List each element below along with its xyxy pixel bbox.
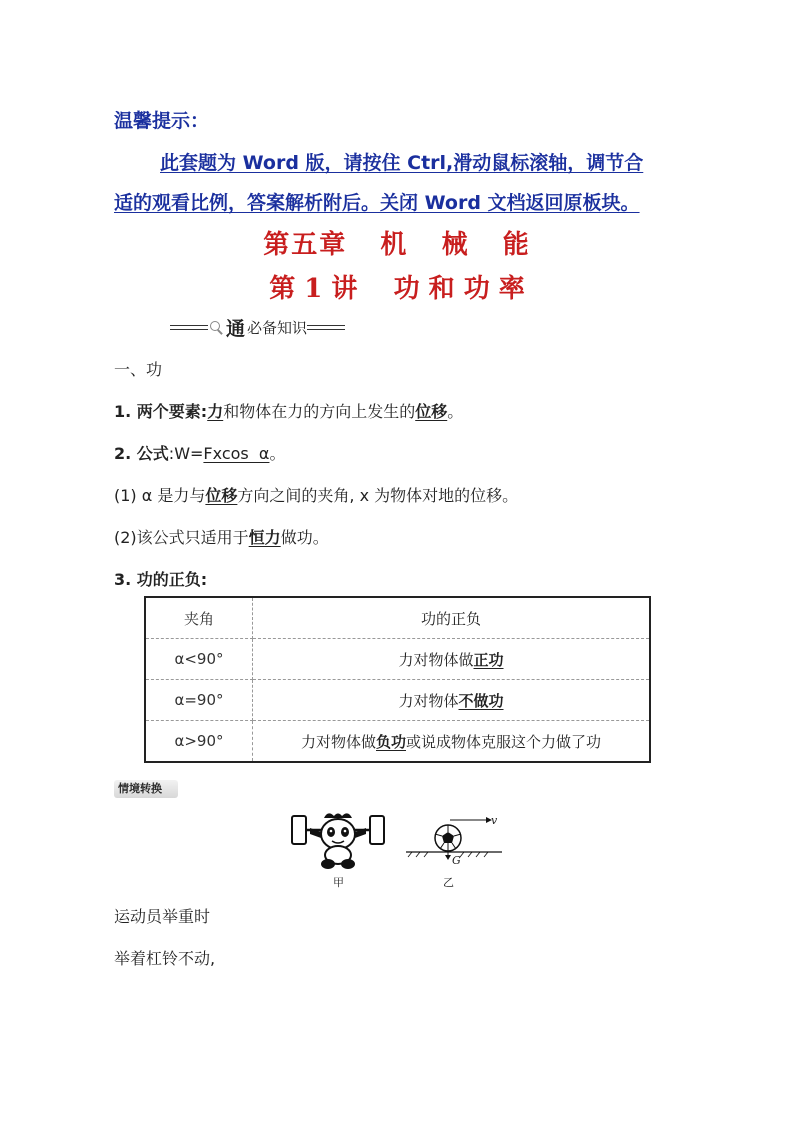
table-header-angle: 夹角 <box>145 597 253 639</box>
item-two-elements: 1. 两个要素:力和物体在力的方向上发生的位移。 <box>114 402 464 421</box>
key-displacement: 位移 <box>415 402 448 421</box>
tail-line-2: 举着杠铃不动, <box>114 949 216 968</box>
table-header-sign: 功的正负 <box>253 597 651 639</box>
table-row: α<90° 力对物体做正功 <box>145 639 650 680</box>
formula: Fxcos α <box>203 444 270 463</box>
tip-title: 温馨提示： <box>114 110 210 132</box>
panda-mascot-icon <box>310 813 366 869</box>
item-formula: 2. 公式:W=Fxcos α。 <box>114 444 286 463</box>
section-banner <box>170 314 345 341</box>
table-header-row <box>145 597 650 639</box>
banner-rule-left <box>170 325 208 330</box>
note-angle: (1) α 是力与位移方向之间的夹角, x 为物体对地的位移。 <box>114 486 519 505</box>
tip-line-2: 适的观看比例，答案解析附后。关闭 Word 文档返回原板块。 <box>114 192 640 214</box>
velocity-label: v <box>491 814 498 827</box>
figure-b-label: 乙 <box>443 876 454 889</box>
banner-rule-right <box>307 325 345 330</box>
table-row: α=90° 力对物体不做功 <box>145 680 650 721</box>
work-sign-table <box>144 596 651 763</box>
gravity-label: G <box>452 854 461 867</box>
heading-work: 一、功 <box>114 360 163 379</box>
banner-label: 必备知识 <box>247 319 308 337</box>
key-force: 力 <box>207 402 224 421</box>
magnifier-icon <box>210 321 224 335</box>
figure-a-label: 甲 <box>333 876 344 889</box>
weightlifter-figure <box>288 810 388 872</box>
note-constant-force: (2)该公式只适用于恒力做功。 <box>114 528 329 547</box>
scene-tag: 情境转换 <box>114 780 178 798</box>
item-sign-of-work: 3. 功的正负: <box>114 570 208 589</box>
velocity-arrow-icon <box>450 817 492 823</box>
chapter-title: 第五章 机 械 能 <box>263 230 531 260</box>
banner-glyph: 通 <box>226 318 246 340</box>
tail-line-1: 运动员举重时 <box>114 907 211 926</box>
table-row: α>90° 力对物体做负功或说成物体克服这个力做了功 <box>145 721 650 763</box>
tip-line-1: 此套题为 Word 版，请按住 Ctrl,滑动鼠标滚轴，调节合 <box>160 152 644 174</box>
lesson-title: 第 1 讲 功 和 功 率 <box>269 274 525 304</box>
